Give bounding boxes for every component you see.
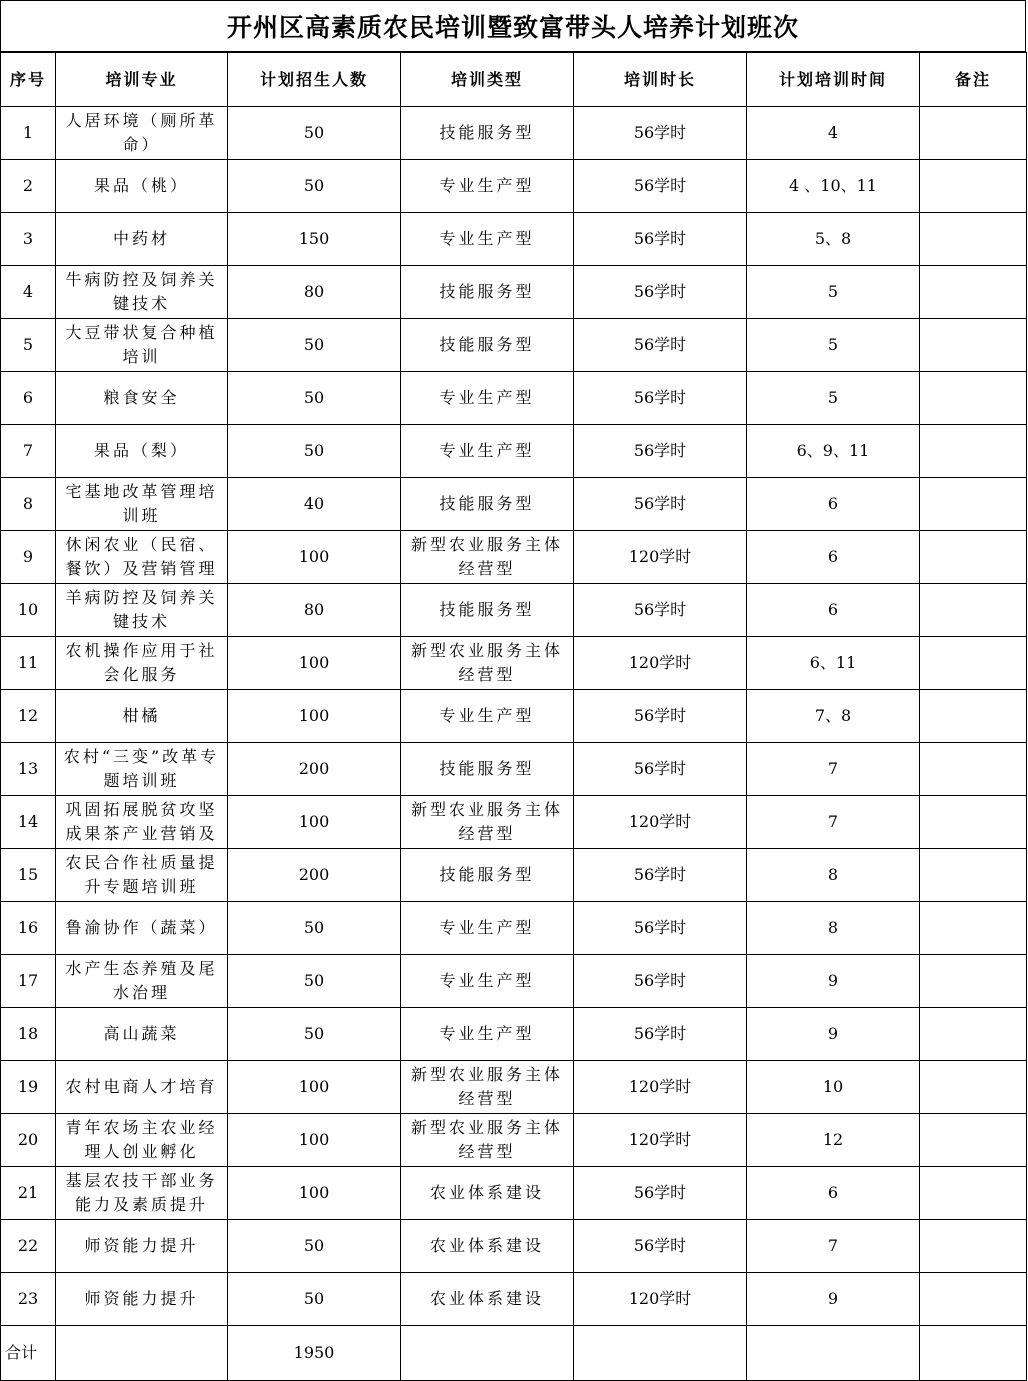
cell-type: 新型农业服务主体经营型 (401, 1114, 574, 1167)
cell-major: 休闲农业（民宿、餐饮）及营销管理 (56, 531, 228, 584)
cell-duration: 56学时 (574, 1220, 747, 1273)
cell-index: 15 (1, 849, 56, 902)
cell-remarks (920, 796, 1027, 849)
cell-schedule: 8 (747, 902, 920, 955)
total-empty-cell (401, 1326, 574, 1381)
table-row (1, 637, 1027, 690)
cell-duration: 120学时 (574, 796, 747, 849)
cell-enrollment: 50 (228, 1220, 401, 1273)
cell-type: 技能服务型 (401, 478, 574, 531)
cell-schedule: 5 (747, 266, 920, 319)
cell-enrollment: 100 (228, 796, 401, 849)
cell-major: 师资能力提升 (56, 1273, 228, 1326)
cell-schedule: 6 (747, 1167, 920, 1220)
cell-enrollment: 50 (228, 1008, 401, 1061)
cell-type: 新型农业服务主体经营型 (401, 1061, 574, 1114)
cell-type: 技能服务型 (401, 584, 574, 637)
table-row (1, 1008, 1027, 1061)
cell-major: 粮食安全 (56, 372, 228, 425)
total-row (1, 1326, 1027, 1381)
table-row (1, 1114, 1027, 1167)
total-enrollment: 1950 (228, 1326, 401, 1381)
cell-type: 农业体系建设 (401, 1220, 574, 1273)
cell-major: 农村“三变”改革专题培训班 (56, 743, 228, 796)
cell-enrollment: 80 (228, 266, 401, 319)
cell-duration: 120学时 (574, 531, 747, 584)
cell-index: 18 (1, 1008, 56, 1061)
cell-index: 4 (1, 266, 56, 319)
table-row (1, 584, 1027, 637)
cell-type: 专业生产型 (401, 160, 574, 213)
cell-type: 技能服务型 (401, 319, 574, 372)
cell-remarks (920, 902, 1027, 955)
cell-enrollment: 100 (228, 1114, 401, 1167)
cell-type: 专业生产型 (401, 1008, 574, 1061)
cell-enrollment: 100 (228, 637, 401, 690)
cell-remarks (920, 425, 1027, 478)
cell-schedule: 5、8 (747, 213, 920, 266)
cell-type: 专业生产型 (401, 425, 574, 478)
cell-schedule: 4 、10、11 (747, 160, 920, 213)
cell-duration: 120学时 (574, 1273, 747, 1326)
table-row (1, 849, 1027, 902)
cell-schedule: 8 (747, 849, 920, 902)
cell-index: 13 (1, 743, 56, 796)
cell-type: 技能服务型 (401, 849, 574, 902)
cell-schedule: 12 (747, 1114, 920, 1167)
cell-type: 技能服务型 (401, 107, 574, 160)
cell-major: 巩固拓展脱贫攻坚成果茶产业营销及 (56, 796, 228, 849)
table-row (1, 160, 1027, 213)
cell-index: 9 (1, 531, 56, 584)
cell-remarks (920, 849, 1027, 902)
cell-major: 师资能力提升 (56, 1220, 228, 1273)
cell-major: 水产生态养殖及尾水治理 (56, 955, 228, 1008)
header-remarks: 备注 (920, 53, 1027, 107)
cell-index: 2 (1, 160, 56, 213)
cell-major: 高山蔬菜 (56, 1008, 228, 1061)
cell-type: 农业体系建设 (401, 1167, 574, 1220)
total-empty-cell (920, 1326, 1027, 1381)
table-row (1, 690, 1027, 743)
cell-major: 鲁渝协作（蔬菜） (56, 902, 228, 955)
cell-schedule: 9 (747, 955, 920, 1008)
cell-major: 青年农场主农业经理人创业孵化 (56, 1114, 228, 1167)
cell-remarks (920, 1008, 1027, 1061)
cell-enrollment: 200 (228, 743, 401, 796)
cell-major: 中药材 (56, 213, 228, 266)
table-row (1, 1273, 1027, 1326)
cell-major: 柑橘 (56, 690, 228, 743)
cell-index: 8 (1, 478, 56, 531)
cell-schedule: 4 (747, 107, 920, 160)
cell-major: 牛病防控及饲养关键技术 (56, 266, 228, 319)
cell-remarks (920, 266, 1027, 319)
cell-major: 农机操作应用于社会化服务 (56, 637, 228, 690)
table-row (1, 107, 1027, 160)
header-duration: 培训时长 (574, 53, 747, 107)
cell-major: 大豆带状复合种植培训 (56, 319, 228, 372)
cell-enrollment: 200 (228, 849, 401, 902)
cell-index: 23 (1, 1273, 56, 1326)
cell-major: 基层农技干部业务能力及素质提升 (56, 1167, 228, 1220)
table-row (1, 1167, 1027, 1220)
cell-major: 农民合作社质量提升专题培训班 (56, 849, 228, 902)
total-empty-cell (747, 1326, 920, 1381)
cell-type: 专业生产型 (401, 690, 574, 743)
total-label: 合计 (1, 1326, 56, 1381)
cell-major: 农村电商人才培育 (56, 1061, 228, 1114)
cell-enrollment: 50 (228, 955, 401, 1008)
cell-schedule: 6 (747, 478, 920, 531)
cell-index: 19 (1, 1061, 56, 1114)
cell-index: 11 (1, 637, 56, 690)
cell-duration: 56学时 (574, 425, 747, 478)
cell-enrollment: 50 (228, 902, 401, 955)
cell-duration: 56学时 (574, 478, 747, 531)
cell-duration: 120学时 (574, 1114, 747, 1167)
cell-duration: 56学时 (574, 319, 747, 372)
cell-index: 5 (1, 319, 56, 372)
cell-type: 农业体系建设 (401, 1273, 574, 1326)
cell-enrollment: 50 (228, 160, 401, 213)
cell-enrollment: 100 (228, 531, 401, 584)
cell-schedule: 9 (747, 1008, 920, 1061)
header-schedule: 计划培训时间 (747, 53, 920, 107)
cell-type: 新型农业服务主体经营型 (401, 531, 574, 584)
table-row (1, 266, 1027, 319)
cell-type: 技能服务型 (401, 266, 574, 319)
cell-type: 专业生产型 (401, 955, 574, 1008)
cell-index: 6 (1, 372, 56, 425)
cell-duration: 56学时 (574, 107, 747, 160)
table-row (1, 743, 1027, 796)
cell-remarks (920, 1167, 1027, 1220)
cell-duration: 120学时 (574, 1061, 747, 1114)
cell-type: 专业生产型 (401, 372, 574, 425)
cell-index: 22 (1, 1220, 56, 1273)
table-row (1, 902, 1027, 955)
cell-index: 1 (1, 107, 56, 160)
cell-schedule: 5 (747, 372, 920, 425)
cell-duration: 56学时 (574, 266, 747, 319)
cell-duration: 56学时 (574, 902, 747, 955)
cell-duration: 56学时 (574, 584, 747, 637)
total-empty-cell (574, 1326, 747, 1381)
table-row (1, 1061, 1027, 1114)
table-row (1, 955, 1027, 1008)
cell-enrollment: 50 (228, 425, 401, 478)
cell-duration: 56学时 (574, 743, 747, 796)
cell-duration: 56学时 (574, 1008, 747, 1061)
table-row (1, 213, 1027, 266)
cell-enrollment: 150 (228, 213, 401, 266)
cell-duration: 56学时 (574, 213, 747, 266)
table-row (1, 478, 1027, 531)
cell-major: 人居环境（厕所革命） (56, 107, 228, 160)
header-enrollment: 计划招生人数 (228, 53, 401, 107)
cell-schedule: 6 (747, 584, 920, 637)
cell-schedule: 5 (747, 319, 920, 372)
cell-index: 12 (1, 690, 56, 743)
cell-index: 14 (1, 796, 56, 849)
cell-major: 羊病防控及饲养关键技术 (56, 584, 228, 637)
cell-schedule: 7、8 (747, 690, 920, 743)
cell-remarks (920, 107, 1027, 160)
cell-enrollment: 100 (228, 690, 401, 743)
cell-enrollment: 50 (228, 319, 401, 372)
cell-remarks (920, 160, 1027, 213)
table-row (1, 531, 1027, 584)
cell-remarks (920, 1220, 1027, 1273)
total-empty-cell (56, 1326, 228, 1381)
cell-remarks (920, 1061, 1027, 1114)
cell-enrollment: 100 (228, 1167, 401, 1220)
cell-schedule: 6、9、11 (747, 425, 920, 478)
cell-schedule: 10 (747, 1061, 920, 1114)
cell-enrollment: 50 (228, 107, 401, 160)
cell-remarks (920, 637, 1027, 690)
cell-duration: 120学时 (574, 637, 747, 690)
cell-schedule: 9 (747, 1273, 920, 1326)
cell-major: 果品（桃） (56, 160, 228, 213)
cell-index: 10 (1, 584, 56, 637)
cell-remarks (920, 372, 1027, 425)
cell-remarks (920, 1273, 1027, 1326)
cell-remarks (920, 955, 1027, 1008)
cell-schedule: 7 (747, 743, 920, 796)
cell-index: 20 (1, 1114, 56, 1167)
cell-enrollment: 40 (228, 478, 401, 531)
cell-schedule: 6 (747, 531, 920, 584)
cell-schedule: 7 (747, 1220, 920, 1273)
page-title: 开州区高素质农民培训暨致富带头人培养计划班次 (0, 0, 1026, 52)
header-major: 培训专业 (56, 53, 228, 107)
cell-remarks (920, 690, 1027, 743)
cell-remarks (920, 531, 1027, 584)
cell-index: 16 (1, 902, 56, 955)
cell-duration: 56学时 (574, 372, 747, 425)
cell-remarks (920, 743, 1027, 796)
cell-remarks (920, 478, 1027, 531)
cell-remarks (920, 1114, 1027, 1167)
cell-remarks (920, 213, 1027, 266)
header-row (1, 53, 1027, 107)
cell-enrollment: 80 (228, 584, 401, 637)
cell-duration: 56学时 (574, 955, 747, 1008)
cell-index: 17 (1, 955, 56, 1008)
cell-index: 21 (1, 1167, 56, 1220)
cell-remarks (920, 319, 1027, 372)
cell-remarks (920, 584, 1027, 637)
table-row (1, 372, 1027, 425)
cell-enrollment: 50 (228, 1273, 401, 1326)
cell-schedule: 7 (747, 796, 920, 849)
cell-enrollment: 50 (228, 372, 401, 425)
table-row (1, 796, 1027, 849)
cell-schedule: 6、11 (747, 637, 920, 690)
cell-index: 3 (1, 213, 56, 266)
cell-index: 7 (1, 425, 56, 478)
cell-type: 新型农业服务主体经营型 (401, 796, 574, 849)
table-row (1, 319, 1027, 372)
training-plan-table (0, 52, 1027, 1381)
cell-major: 果品（梨） (56, 425, 228, 478)
header-index: 序号 (1, 53, 56, 107)
header-type: 培训类型 (401, 53, 574, 107)
table-row (1, 425, 1027, 478)
cell-major: 宅基地改革管理培训班 (56, 478, 228, 531)
cell-duration: 56学时 (574, 690, 747, 743)
cell-type: 专业生产型 (401, 902, 574, 955)
cell-enrollment: 100 (228, 1061, 401, 1114)
table-row (1, 1220, 1027, 1273)
cell-duration: 56学时 (574, 160, 747, 213)
cell-type: 技能服务型 (401, 743, 574, 796)
cell-duration: 56学时 (574, 849, 747, 902)
cell-duration: 56学时 (574, 1167, 747, 1220)
cell-type: 专业生产型 (401, 213, 574, 266)
cell-type: 新型农业服务主体经营型 (401, 637, 574, 690)
